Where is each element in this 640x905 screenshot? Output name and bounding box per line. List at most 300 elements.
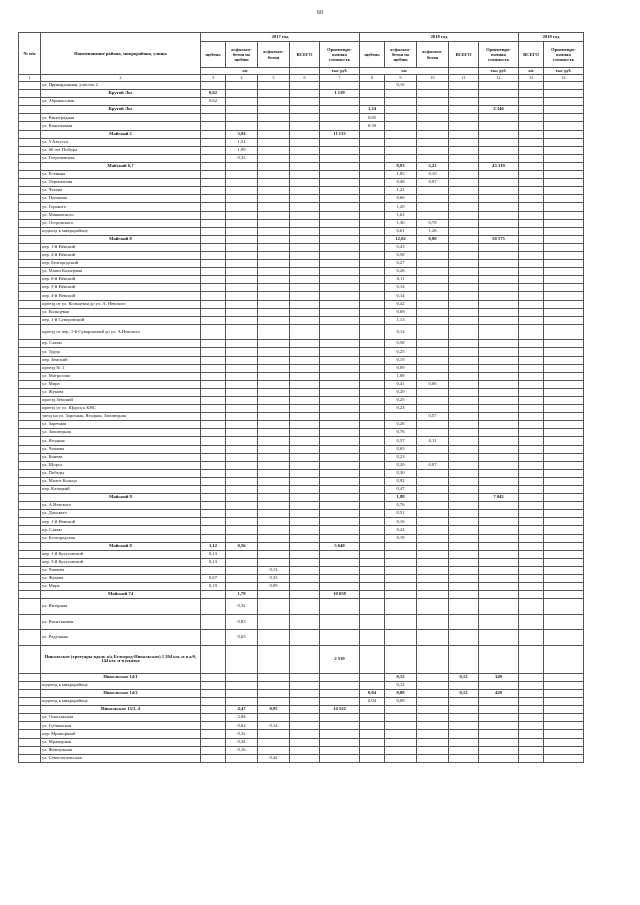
street-name-cell: ул. Победы [41,469,201,477]
street-name-cell: пер. Мраморный [41,730,201,738]
value-cell [258,284,290,292]
value-cell [290,486,320,494]
value-cell [226,308,258,316]
value-cell [417,698,449,706]
value-cell [258,130,290,138]
street-name-cell: ул. 5 Августа [41,138,201,146]
value-cell [479,219,519,227]
value-cell [226,203,258,211]
value-cell [290,591,320,599]
value-cell [258,738,290,746]
table-row [19,340,584,348]
value-cell [479,154,519,162]
value-cell [258,445,290,453]
value-cell [519,308,544,316]
value-cell [449,316,479,324]
value-cell [519,614,544,630]
street-name-cell: подъезд к микрорайону [41,681,201,689]
value-cell [258,356,290,364]
value-cell [519,437,544,445]
value-cell [360,754,385,762]
value-cell [320,534,360,542]
value-cell [226,114,258,122]
street-name-cell: ул. 60 лет Победы [41,146,201,154]
value-cell [201,284,226,292]
value-cell [479,429,519,437]
value-cell [201,486,226,494]
value-cell [258,698,290,706]
value-cell [519,380,544,388]
street-name-cell: Майский 8 [41,235,201,243]
value-cell [290,356,320,364]
value-cell [320,114,360,122]
value-cell [417,187,449,195]
value-cell [360,324,385,340]
table-row [19,154,584,162]
value-cell [226,162,258,170]
value-cell [544,340,584,348]
value-cell [19,730,41,738]
value-cell: 0,19 [385,356,417,364]
value-cell [258,82,290,90]
value-cell [417,583,449,591]
value-cell: 0,13 [201,558,226,566]
value-cell [479,730,519,738]
value-cell [544,348,584,356]
value-cell [417,388,449,396]
table-row [19,98,584,106]
value-cell [544,308,584,316]
street-name-cell: ул. Радужная [41,630,201,646]
value-cell [417,146,449,154]
value-cell [544,706,584,714]
value-cell [519,429,544,437]
value-cell [479,542,519,550]
value-cell: 0,04 [360,690,385,698]
value-cell [320,518,360,526]
value-cell: 0,32 [226,599,258,615]
value-cell [519,284,544,292]
value-cell [19,276,41,284]
value-cell [360,469,385,477]
value-cell [360,591,385,599]
value-cell [360,453,385,461]
value-cell [19,510,41,518]
value-cell [226,372,258,380]
value-cell [258,614,290,630]
value-cell [320,179,360,187]
value-cell [449,388,479,396]
value-cell [19,754,41,762]
table-row [19,146,584,154]
value-cell [417,477,449,485]
value-cell [417,243,449,251]
value-cell [320,461,360,469]
street-name-cell: ул. Мраморная [41,738,201,746]
street-name-cell: Никольское 14/1 [41,673,201,681]
value-cell [544,364,584,372]
value-cell [320,187,360,195]
value-cell [201,203,226,211]
value-cell [544,429,584,437]
value-cell [290,534,320,542]
value-cell [290,722,320,730]
value-cell [226,453,258,461]
value-cell: 420 [479,690,519,698]
street-name-cell: ул. Кольцевая [41,308,201,316]
value-cell [449,380,479,388]
value-cell [519,356,544,364]
table-row [19,203,584,211]
value-cell [290,714,320,722]
value-cell [385,599,417,615]
value-cell [360,534,385,542]
value-cell: 0,12 [449,673,479,681]
value-cell [544,98,584,106]
value-cell [519,235,544,243]
value-cell [201,494,226,502]
value-cell [360,477,385,485]
value-cell: 0,07 [417,179,449,187]
value-cell [360,510,385,518]
value-cell: 0,56 [226,542,258,550]
value-cell [385,645,417,673]
col-number-header: № п/п [19,33,41,75]
value-cell [258,477,290,485]
value-cell [201,82,226,90]
value-cell [417,316,449,324]
value-cell [19,714,41,722]
value-cell [417,138,449,146]
value-cell [385,98,417,106]
value-cell [360,372,385,380]
value-cell: 2,22 [417,162,449,170]
value-cell [360,486,385,494]
value-cell: 0,48 [385,179,417,187]
table-row [19,380,584,388]
value-cell [360,396,385,404]
value-cell [201,681,226,689]
value-cell [479,308,519,316]
value-cell [519,348,544,356]
value-cell [258,542,290,550]
value-cell [320,673,360,681]
value-cell: 0,12 [385,681,417,689]
table-row [19,268,584,276]
value-cell [385,154,417,162]
value-cell [479,82,519,90]
table-body [19,82,584,763]
value-cell [290,316,320,324]
value-cell [258,486,290,494]
value-cell [479,461,519,469]
value-cell [519,405,544,413]
value-cell [290,673,320,681]
value-cell [290,388,320,396]
value-cell [479,534,519,542]
value-cell [201,227,226,235]
value-cell [201,413,226,421]
value-cell [320,284,360,292]
value-cell [201,348,226,356]
value-cell [544,292,584,300]
value-cell [290,138,320,146]
value-cell [258,630,290,646]
value-cell [19,599,41,615]
value-cell [360,243,385,251]
value-cell [519,494,544,502]
street-name-cell: ул. Янтарная [41,599,201,615]
value-cell [226,260,258,268]
value-cell: 0,09 [258,583,290,591]
value-cell [258,364,290,372]
value-cell [360,340,385,348]
value-cell: 1,26 [417,227,449,235]
street-name-cell: пер. 3-й Кутузовский [41,558,201,566]
value-cell [320,340,360,348]
value-cell [449,461,479,469]
value-cell [449,421,479,429]
value-cell [544,380,584,388]
value-cell [320,730,360,738]
value-cell [449,714,479,722]
value-cell [479,583,519,591]
value-cell [479,227,519,235]
value-cell [290,550,320,558]
value-cell [226,486,258,494]
value-cell [290,90,320,98]
street-name-cell: ул. Щорса [41,461,201,469]
value-cell [417,421,449,429]
street-name-cell: ул. Заповедная [41,429,201,437]
value-cell [320,138,360,146]
value-cell [19,477,41,485]
value-cell: 0,20 [385,461,417,469]
value-cell [544,698,584,706]
value-cell [519,268,544,276]
table-row [19,614,584,630]
section-row [19,162,584,170]
asphalt-gravel-2017-header: асфальто-бетон по щебню [226,42,258,68]
value-cell [320,388,360,396]
value-cell [226,550,258,558]
value-cell [201,445,226,453]
value-cell [258,469,290,477]
value-cell: 0,25 [385,348,417,356]
value-cell [258,348,290,356]
value-cell [519,251,544,259]
value-cell [449,754,479,762]
value-cell [385,714,417,722]
value-cell [201,195,226,203]
value-cell [226,681,258,689]
value-cell: 0,16 [385,82,417,90]
value-cell [290,380,320,388]
value-cell [479,316,519,324]
value-cell: 14 522 [320,706,360,714]
value-cell [360,526,385,534]
value-cell [449,681,479,689]
column-index-cell: 12 [479,75,519,82]
value-cell [320,583,360,591]
value-cell [258,90,290,98]
value-cell [201,722,226,730]
value-cell [201,714,226,722]
value-cell [201,526,226,534]
value-cell [320,364,360,372]
value-cell [519,645,544,673]
value-cell [449,575,479,583]
value-cell [449,566,479,574]
value-cell [544,227,584,235]
value-cell [544,518,584,526]
value-cell [290,146,320,154]
value-cell [417,445,449,453]
value-cell [290,308,320,316]
section-row [19,90,584,98]
value-cell [226,98,258,106]
value-cell [19,681,41,689]
value-cell [417,550,449,558]
value-cell: 0,62 [201,98,226,106]
value-cell [201,146,226,154]
value-cell [226,469,258,477]
value-cell [19,405,41,413]
value-cell [19,630,41,646]
value-cell: 2 539 [320,645,360,673]
value-cell [19,738,41,746]
value-cell [201,706,226,714]
value-cell [360,211,385,219]
value-cell: 43 319 [479,162,519,170]
value-cell: 0,67 [201,575,226,583]
table-row [19,251,584,259]
value-cell [544,260,584,268]
table-row [19,195,584,203]
value-cell [360,673,385,681]
value-cell [519,340,544,348]
value-cell [19,614,41,630]
value-cell [320,714,360,722]
value-cell: 0,43 [385,243,417,251]
value-cell [544,219,584,227]
table-row [19,681,584,689]
value-cell [417,90,449,98]
value-cell [479,276,519,284]
value-cell [201,754,226,762]
value-cell [201,614,226,630]
value-cell [258,324,290,340]
street-name-cell: Никольское 15/3, 4 [41,706,201,714]
table-row [19,599,584,615]
value-cell [519,146,544,154]
value-cell [519,690,544,698]
value-cell [258,413,290,421]
table-row [19,260,584,268]
value-cell [479,211,519,219]
value-cell [544,268,584,276]
street-name-cell: ул. Горького [41,203,201,211]
value-cell [417,673,449,681]
value-cell [360,722,385,730]
value-cell [19,130,41,138]
value-cell [290,405,320,413]
value-cell [479,421,519,429]
value-cell [449,630,479,646]
value-cell [449,90,479,98]
street-name-cell: ул. Севастопольская [41,754,201,762]
value-cell [479,526,519,534]
section-row [19,130,584,138]
table-row [19,502,584,510]
value-cell: 349 [479,673,519,681]
value-cell [449,187,479,195]
value-cell: 1,62 [385,211,417,219]
value-cell [258,714,290,722]
value-cell [360,276,385,284]
value-cell [449,469,479,477]
value-cell [544,461,584,469]
value-cell [385,413,417,421]
value-cell [290,300,320,308]
value-cell [19,445,41,453]
value-cell [201,502,226,510]
value-cell [544,146,584,154]
value-cell [519,583,544,591]
table-row [19,445,584,453]
value-cell [201,308,226,316]
value-cell [417,469,449,477]
value-cell [449,260,479,268]
value-cell: 10 658 [320,591,360,599]
value-cell [320,308,360,316]
value-cell [226,526,258,534]
street-name-cell: ул. Жукова [41,388,201,396]
value-cell [290,276,320,284]
value-cell [417,340,449,348]
value-cell [320,292,360,300]
value-cell: 0,13 [201,550,226,558]
value-cell [258,122,290,130]
value-cell [449,114,479,122]
value-cell [544,486,584,494]
value-cell [479,698,519,706]
value-cell [320,738,360,746]
value-cell [320,413,360,421]
value-cell [519,599,544,615]
value-cell [360,187,385,195]
value-cell [226,690,258,698]
value-cell [226,477,258,485]
value-cell [449,364,479,372]
value-cell [290,526,320,534]
value-cell [19,356,41,364]
value-cell [360,599,385,615]
value-cell [479,388,519,396]
street-name-cell: ул. Мира [41,380,201,388]
value-cell [519,421,544,429]
value-cell [226,300,258,308]
value-cell [479,340,519,348]
value-cell [519,413,544,421]
column-index-cell: 5 [258,75,290,82]
value-cell [201,260,226,268]
value-cell [449,340,479,348]
value-cell [201,645,226,673]
value-cell [201,276,226,284]
value-cell [290,227,320,235]
value-cell [519,754,544,762]
